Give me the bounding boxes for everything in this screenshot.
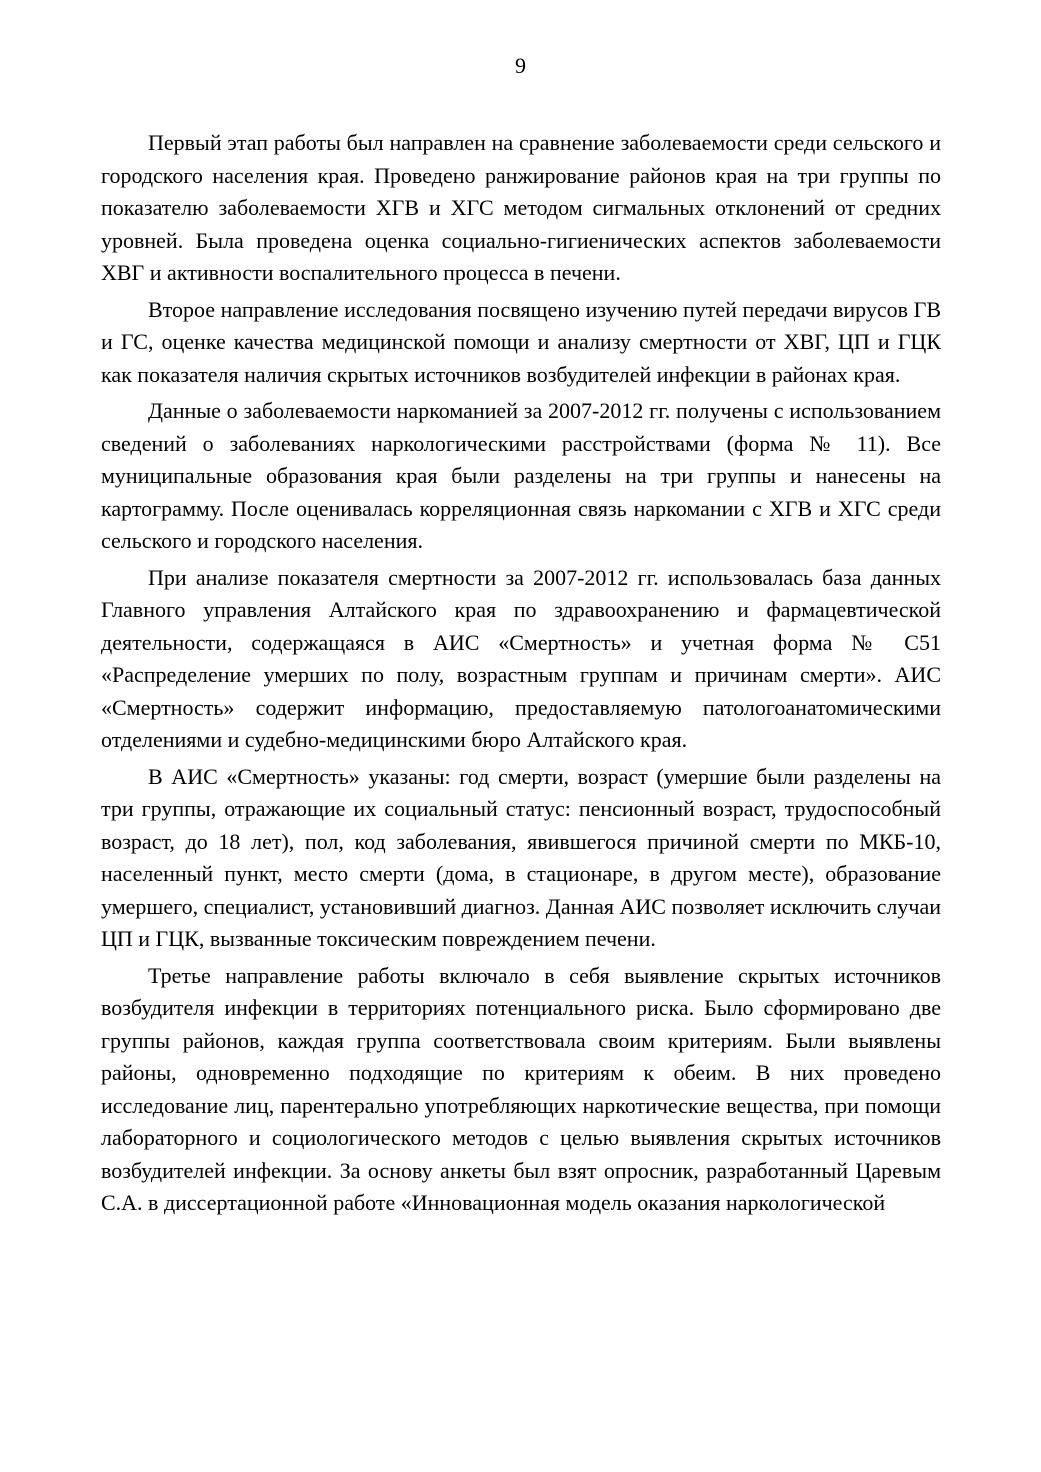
page-number: 9 <box>515 53 526 78</box>
paragraph-drug-addiction-data: Данные о заболеваемости наркоманией за 2007-2012 гг. получены с использованием сведений о заболеваниях наркологическими расстройствами (форма № 11). Все муниципальные образования края были разделены на три группы и нанесены на картограмму. После оценивалась корреляционная связь наркомании с ХГВ и ХГС среди сельского и городского населения. <box>101 398 941 553</box>
paragraph-ais-fields: В АИС «Смертность» указаны: год смерти, возраст (умершие были разделены на три группы, отражающие их социальный статус: пенсионный возраст, трудоспособный возраст, до 18 лет), пол, код заболевания, явившегося причиной смерти по МКБ-10, населенный пункт, место смерти (дома, в стационаре, в другом месте), образование умершего, специалист, установивший диагноз. Данная АИС позволяет исключить случаи ЦП и ГЦК, вызванные токсическим повреждением печени. <box>101 763 941 951</box>
paragraph-third-direction: Третье направление работы включало в себя выявление скрытых источников возбудителя инфекции в территориях потенциального риска. Было сформировано две группы районов, каждая группа соответствовала своим критериям. Были выявлены районы, одновременно подходящие по критериям к обеим. В них проведено исследование лиц, парентерально употребляющих наркотические вещества, при помощи лабораторного и социологического методов с целью выявления скрытых источников возбудителей инфекции. За основу анкеты был взят опросник, разработанный Царевым С.А. в диссертационной работе «Инновационная модель оказания наркологической <box>101 962 941 1215</box>
paragraph-mortality-analysis: При анализе показателя смертности за 2007-2012 гг. использовалась база данных Главного управления Алтайского края по здравоохранению и фармацевтической деятельности, содержащаяся в АИС «Смертность» и учетная форма № С51 «Распределение умерших по полу, возрастным группам и причинам смерти». АИС «Смертность» содержит информацию, предоставляемую патологоанатомическими отделениями и судебно-медицинскими бюро Алтайского края. <box>101 564 941 752</box>
document-body <box>101 127 941 1224</box>
paragraph-first-stage: Первый этап работы был направлен на сравнение заболеваемости среди сельского и городского населения края. Проведено ранжирование районов края на три группы по показателю заболеваемости ХГВ и ХГС методом сигмальных отклонений от средних уровней. Была проведена оценка социально-гигиенических аспектов заболеваемости ХВГ и активности воспалительного процесса в печени. <box>101 130 941 285</box>
paragraph-second-direction: Второе направление исследования посвящено изучению путей передачи вирусов ГВ и ГС, оценке качества медицинской помощи и анализу смертности от ХВГ, ЦП и ГЦК как показателя наличия скрытых источников возбудителей инфекции в районах края. <box>101 296 941 387</box>
